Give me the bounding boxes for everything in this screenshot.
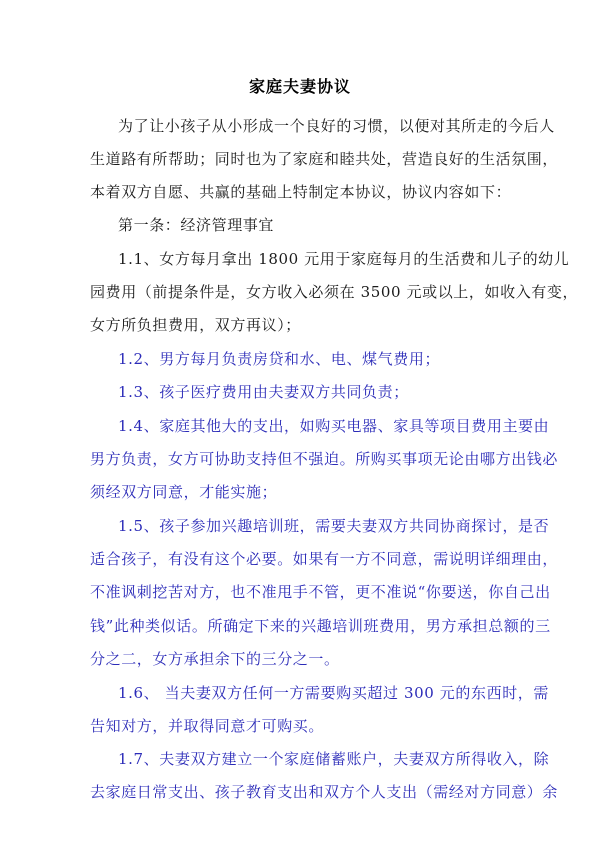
- body-line: 1.7、夫妻双方建立一个家庭储蓄账户，夫妻双方所得收入，除: [118, 750, 550, 768]
- body-line: 男方负责，女方可协助支持但不强迫。所购买事项无论由哪方出钱必: [90, 450, 559, 468]
- body-line: 分之二，女方承担余下的三分之一。: [90, 650, 340, 668]
- body-line: 1.2、男方每月负责房贷和水、电、煤气费用；: [118, 350, 441, 368]
- body-line: 生道路有所帮助；同时也为了家庭和睦共处，营造良好的生活氛围，: [90, 150, 559, 168]
- body-line: 1.1、女方每月拿出 1800 元用于家庭每月的生活费和儿子的幼儿: [118, 250, 570, 268]
- body-line: 第一条：经济管理事宜: [118, 216, 275, 234]
- body-line: 为了让小孩子从小形成一个良好的习惯，以便对其所走的今后人: [118, 117, 555, 135]
- body-line: 告知对方，并取得同意才可购买。: [90, 717, 325, 735]
- body-line: 1.6、 当夫妻双方任何一方需要购买超过 300 元的东西时，需: [118, 684, 549, 702]
- body-line: 园费用（前提条件是，女方收入必须在 3500 元或以上，如收入有变，: [90, 283, 579, 301]
- body-line: 女方所负担费用，双方再议）；: [90, 316, 301, 334]
- body-line: 1.4、家庭其他大的支出，如购买电器、家具等项目费用主要由: [118, 417, 550, 435]
- document-title: 家庭夫妻协议: [248, 77, 351, 96]
- body-line: 1.5、孩子参加兴趣培训班，需要夫妻双方共同协商探讨，是否: [118, 517, 550, 535]
- body-line: 钱”此种类似话。所确定下来的兴趣培训班费用，男方承担总额的三: [90, 617, 551, 635]
- body-line: 不准讽刺挖苦对方，也不准甩手不管，更不准说“你要送，你自己出: [90, 583, 551, 601]
- body-line: 须经双方同意，才能实施；: [90, 483, 278, 501]
- body-line: 1.3、孩子医疗费用由夫妻双方共同负责；: [118, 383, 409, 401]
- body-line: 本着双方自愿、共赢的基础上特制定本协议，协议内容如下：: [90, 183, 512, 201]
- body-line: 适合孩子，有没有这个必要。如果有一方不同意，需说明详细理由，: [90, 550, 559, 568]
- body-line: 去家庭日常支出、孩子教育支出和双方个人支出（需经对方同意）余: [90, 783, 559, 801]
